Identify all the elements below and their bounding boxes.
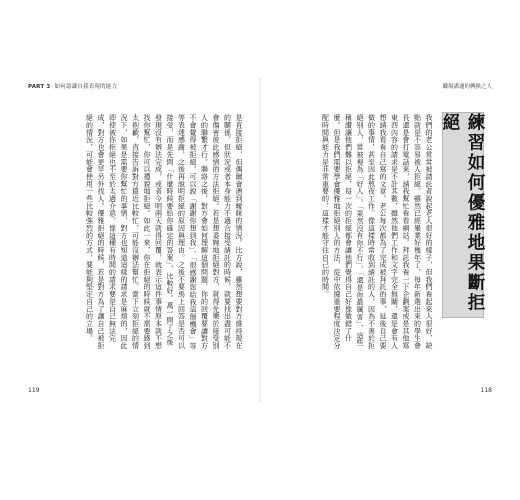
right-page-number: 118 bbox=[480, 387, 492, 394]
right-page-paragraph: 我們的老公常常被請託者說起老人很好的樣子，但我們看起來人很好，缺點就是不容易被人拒絕。雖然已經畢業好幾年了，每年新選出來的學生會長還是會打電話來，請我幫忙看看網站。拜託我看一下企劃案或是其他寫東西內容的請求是不計其數，雖然他們工作和文字完全無關，還是會有人想請我看看自己寫的文章。老公每次都為了完成被拜託的事，延後自己要做的事情，甚至因此熬夜工作。像這樣時常收到請託的人，因為不善於拒絕別人，常被視為「好人」。「果然沒有你不行」、「還是你最厲害」，這些稱讚讓他們難以拒絕，每一次的拒絕都會讓他們覺得自己好像做錯了什麼。但是我們需要學會優雅地拒絕別人的方法，從中依據重要程度決定分配時間與能力是非常重要的，這樣才能守住自己的時間。 bbox=[321, 114, 433, 350]
left-running-header bbox=[28, 82, 117, 90]
right-running-title: 職場溝通的轉換之人 bbox=[442, 84, 492, 90]
left-page-paragraph: 是直接拒絕，但偶爾會遇到曖昧的情況。比方說，雖然想要對方維持現在的關係，但狀況或者本身能力不適合接受請託的時候，就要找出盡可能不會傷害彼此感情的方法拒絕。若是想委婉地拒絕對方，就得先樂於接受別人的聯繫才行。聯絡之後，對方會如何理解這個問題，你的回覆要讓對方不會覺得被拒絕。可以說「謝謝你想到我」、「很感謝您給我這個機會」等等表達感謝，之後再說明拒絕的原因與理由。之後不要馬上回答是否可以接受，而是先問「什麼時候要給你確定的答案」，比較好。萬一問了之後發現沒有辦法完成，或者今明兩天就得回覆，就表示這件事情原本就不想找你幫忙，你可以禮貌地拒絕。如此一來，你在拒絕的時候就不需要感到太抱歉，直接告訴對方最近比較忙，可能沒辦法幫忙。當下立刻拒絕的情況下，如果是需要你幫忙的事情，對方也知道這樣的請求是麻煩的，因此即使被你拒絕也不至於太過介意。像這種有時間的請求要是自己無法完成，對方也會更早另外找人。優雅拒絕的時候，若是對方為了讓自己被拒絕的情況，可能會使用一些比較強烈的方式，要能夠堅定自己的立場。 bbox=[85, 114, 243, 350]
left-running-title: 如何認識自我表現的能力 bbox=[54, 84, 118, 90]
section-title-box bbox=[442, 112, 484, 318]
left-page-body bbox=[32, 114, 244, 352]
right-page-body bbox=[276, 114, 434, 352]
left-page-number: 119 bbox=[28, 387, 40, 394]
book-gutter bbox=[259, 78, 261, 402]
part-label: PART 3 bbox=[28, 84, 51, 90]
book-spread bbox=[18, 78, 502, 402]
section-title: 練習如何優雅地果斷拒絕 bbox=[440, 113, 485, 313]
